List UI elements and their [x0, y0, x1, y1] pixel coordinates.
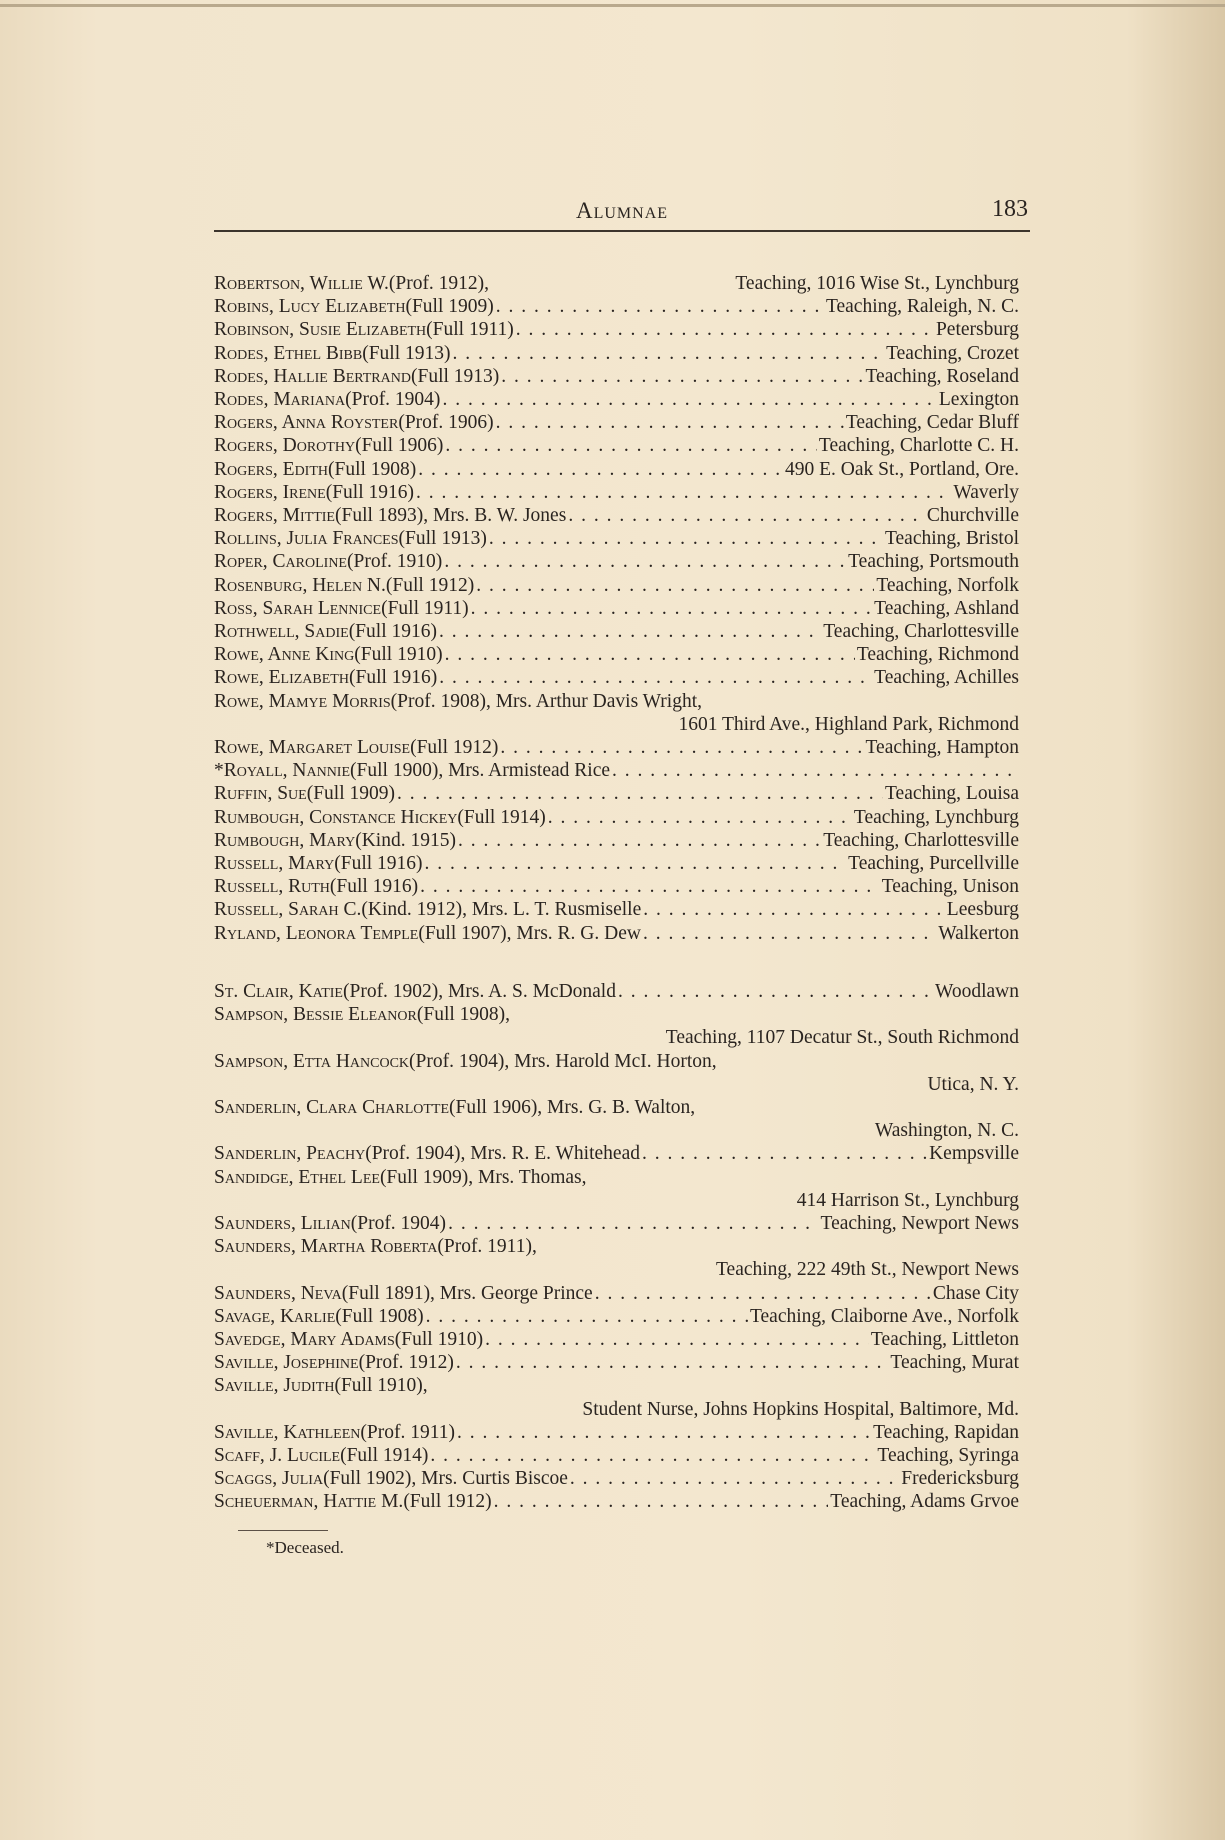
entry-location: Fredericksburg — [901, 1468, 1019, 1490]
entry-detail: (Full 1902), Mrs. Curtis Biscoe — [323, 1468, 568, 1490]
entry-name: Rosenburg, Helen N. — [214, 574, 386, 596]
entry-name: Rogers, Mittie — [214, 505, 335, 527]
entry-line — [214, 759, 1019, 782]
entry-location: Teaching, Achilles — [874, 667, 1019, 689]
dot-leader — [612, 759, 1017, 782]
entry-line — [214, 1374, 1019, 1397]
list-item — [214, 1166, 1019, 1212]
entry-detail: (Prof. 1911) — [360, 1421, 456, 1443]
entry-line — [214, 1096, 1019, 1119]
dot-leader — [516, 318, 934, 341]
entry-detail: (Full 1916) — [348, 667, 438, 689]
entry-detail: (Full 1912) — [385, 574, 475, 596]
list-item — [214, 1374, 1019, 1420]
entry-line — [214, 1166, 1019, 1189]
entry-location: Teaching, Charlottesville — [823, 829, 1019, 851]
list-item — [214, 1351, 1019, 1374]
page-header — [214, 190, 1030, 230]
entry-line — [214, 1235, 1019, 1258]
entry-detail: (Prof. 1904) — [345, 389, 441, 411]
dot-leader — [496, 411, 844, 434]
dot-leader — [471, 597, 872, 620]
list-item — [214, 1467, 1019, 1490]
entry-line — [214, 1003, 1019, 1026]
entry-name: Rollins, Julia Frances — [214, 528, 399, 550]
entry-location: Teaching, Portsmouth — [848, 551, 1019, 573]
entry-detail: (Full 1910) — [394, 1328, 484, 1350]
entry-name: Rumbough, Constance Hickey — [214, 806, 458, 828]
entry-location: Teaching, Adams Grvoe — [830, 1491, 1019, 1513]
entry-detail: (Prof. 1912) — [358, 1352, 454, 1374]
entry-name: Ryland, Leonora Temple — [214, 922, 419, 944]
entry-name: Rogers, Anna Royster — [214, 412, 399, 434]
entry-line — [214, 272, 1019, 295]
entry-detail: (Full 1913) — [362, 342, 451, 364]
entry-detail: (Full 1916) — [325, 481, 414, 503]
entry-detail: (Prof. 1912), — [388, 273, 490, 294]
entry-name: Scheuerman, Hattie M. — [214, 1491, 404, 1513]
entry-line — [214, 1467, 1019, 1490]
entry-name: Rumbough, Mary — [214, 829, 356, 851]
entry-location: Teaching, Newport News — [820, 1212, 1019, 1234]
entry-name: Rogers, Dorothy — [214, 435, 356, 457]
list-item — [214, 597, 1019, 620]
entry-name: Robinson, Susie Elizabeth — [214, 319, 427, 341]
entry-name: Rowe, Mamye Morris — [214, 690, 391, 712]
entry-continuation: Utica, N. Y. — [927, 1073, 1019, 1095]
entry-detail: (Prof. 1910) — [346, 551, 443, 573]
page-number: 183 — [992, 196, 1028, 222]
list-item — [214, 365, 1019, 388]
entry-location: Teaching, Norfolk — [876, 574, 1019, 596]
entry-detail: (Prof. 1906) — [398, 412, 494, 434]
entry-location: Teaching, Lynchburg — [853, 806, 1019, 828]
entry-name: Rodes, Ethel Bibb — [214, 342, 363, 364]
list-item — [214, 759, 1019, 782]
entry-detail: (Kind. 1915) — [355, 829, 456, 851]
entry-line — [214, 527, 1019, 550]
entry-location: Lexington — [938, 389, 1019, 411]
dot-leader — [642, 1142, 927, 1165]
entry-detail: (Prof. 1911), — [437, 1236, 537, 1258]
dot-leader — [448, 1212, 818, 1235]
dot-leader — [485, 1328, 869, 1351]
entry-name: Sanderlin, Peachy — [214, 1143, 366, 1165]
footnote: *Deceased. — [266, 1538, 344, 1557]
entry-detail: (Full 1913) — [410, 365, 500, 387]
entry-line — [214, 434, 1019, 457]
entry-continuation: Washington, N. C. — [874, 1120, 1019, 1142]
list-item — [214, 1003, 1019, 1049]
entry-name: St. Clair, Katie — [214, 980, 343, 1002]
entry-location: Teaching, Crozet — [886, 342, 1019, 364]
list-item — [214, 1050, 1019, 1096]
entry-location: Teaching, Cedar Bluff — [845, 412, 1019, 434]
entry-location: Woodlawn — [935, 980, 1019, 1002]
dot-leader — [457, 1421, 871, 1444]
entry-location: Petersburg — [935, 319, 1019, 341]
entry-line — [214, 1351, 1019, 1374]
entry-line — [214, 458, 1019, 481]
list-item — [214, 1142, 1019, 1165]
entry-line — [214, 852, 1019, 875]
entry-line — [214, 829, 1019, 852]
entry-name: Rogers, Irene — [214, 481, 326, 503]
entry-name: Savage, Karlie — [214, 1305, 336, 1327]
entry-name: Saunders, Martha Roberta — [214, 1236, 438, 1258]
entry-line — [214, 1142, 1019, 1165]
dot-leader — [444, 550, 846, 573]
entry-line — [214, 666, 1019, 689]
entry-detail: (Full 1900), Mrs. Armistead Rice — [350, 760, 611, 782]
entry-detail: (Full 1916) — [348, 621, 437, 643]
entry-name: Rogers, Edith — [214, 458, 328, 480]
dot-leader — [425, 852, 847, 875]
entry-name: Sanderlin, Clara Charlotte — [214, 1096, 450, 1118]
entry-line — [214, 597, 1019, 620]
list-item — [214, 922, 1019, 945]
entry-line — [214, 295, 1019, 318]
entry-location: Teaching, Unison — [881, 876, 1019, 898]
entry-continuation: Teaching, 1107 Decatur St., South Richmond — [665, 1027, 1019, 1049]
entry-location: 490 E. Oak St., Portland, Ore. — [785, 458, 1019, 480]
entry-detail: (Full 1909) — [306, 783, 396, 805]
list-item — [214, 481, 1019, 504]
list-item — [214, 666, 1019, 689]
list-item — [214, 318, 1019, 341]
entry-detail: (Full 1914) — [340, 1444, 429, 1466]
entry-detail: (Full 1909) — [405, 296, 494, 318]
list-item — [214, 272, 1019, 295]
dot-leader — [500, 736, 863, 759]
entry-detail: (Kind. 1912), Mrs. L. T. Rusmiselle — [361, 899, 642, 921]
list-item — [214, 527, 1019, 550]
entry-name: Scaff, J. Lucile — [214, 1444, 341, 1466]
entry-line — [214, 1305, 1019, 1328]
entry-detail: (Prof. 1904), Mrs. R. E. Whitehead — [365, 1143, 640, 1165]
entry-detail: (Prof. 1908), Mrs. Arthur Davis Wright, — [390, 690, 703, 712]
list-item — [214, 342, 1019, 365]
entry-name: Rowe, Margaret Louise — [214, 737, 411, 759]
list-item — [214, 980, 1019, 1003]
list-item — [214, 504, 1019, 527]
entry-line — [214, 1212, 1019, 1235]
entry-location: Teaching, Hampton — [865, 737, 1019, 759]
entry-name: Russell, Ruth — [214, 876, 330, 898]
dot-leader — [458, 829, 821, 852]
dot-leader — [494, 1490, 829, 1513]
list-item — [214, 690, 1019, 736]
entry-location: Teaching, Richmond — [856, 644, 1019, 666]
dot-leader — [643, 898, 945, 921]
entry-detail: (Full 1912) — [410, 737, 499, 759]
dot-leader — [489, 527, 883, 550]
entry-line — [214, 1444, 1019, 1467]
list-item — [214, 1444, 1019, 1467]
list-item — [214, 1096, 1019, 1142]
dot-leader — [453, 342, 885, 365]
entry-name: Robins, Lucy Elizabeth — [214, 296, 406, 318]
entry-location: Teaching, Murat — [890, 1352, 1019, 1374]
entry-location: Teaching, Charlottesville — [823, 621, 1019, 643]
dot-leader — [442, 388, 936, 411]
entry-detail: (Full 1907), Mrs. R. G. Dew — [418, 922, 641, 944]
entry-location: Teaching, Littleton — [870, 1328, 1019, 1350]
list-item — [214, 1421, 1019, 1444]
entry-name: Russell, Sarah C. — [214, 899, 362, 921]
dot-leader — [643, 922, 936, 945]
entry-detail: (Full 1916) — [334, 853, 423, 875]
entry-location: Churchville — [926, 505, 1019, 527]
header-rule — [214, 230, 1030, 232]
list-item — [214, 829, 1019, 852]
entry-line — [214, 1050, 1019, 1073]
entry-line — [214, 504, 1019, 527]
entry-detail: (Full 1893), Mrs. B. W. Jones — [334, 505, 567, 527]
entry-detail: (Full 1911) — [381, 597, 469, 619]
entry-line — [214, 411, 1019, 434]
entry-detail: (Prof. 1902), Mrs. A. S. McDonald — [342, 980, 616, 1002]
list-item — [214, 574, 1019, 597]
entry-location: Teaching, Syringa — [877, 1444, 1019, 1466]
list-item — [214, 1235, 1019, 1281]
entry-detail: (Full 1908) — [335, 1305, 424, 1327]
entry-location: Teaching, Claiborne Ave., Norfolk — [749, 1305, 1019, 1327]
entry-location: Teaching, 1016 Wise St., Lynchburg — [735, 273, 1019, 294]
entry-line — [214, 481, 1019, 504]
entry-name: Sampson, Etta Hancock — [214, 1050, 410, 1072]
entry-location: Chase City — [932, 1282, 1019, 1304]
dot-leader — [618, 980, 933, 1003]
list-item — [214, 434, 1019, 457]
list-item — [214, 411, 1019, 434]
entry-continuation: Student Nurse, Johns Hopkins Hospital, Baltimore, Md. — [582, 1398, 1019, 1420]
entry-name: Saunders, Neva — [214, 1282, 342, 1304]
entry-name: Ruffin, Sue — [214, 783, 307, 805]
entry-name: Savedge, Mary Adams — [214, 1328, 395, 1350]
list-item — [214, 806, 1019, 829]
entry-line — [214, 1421, 1019, 1444]
entry-line — [214, 806, 1019, 829]
entry-location: Teaching, Bristol — [884, 528, 1019, 550]
entry-line — [214, 782, 1019, 805]
list-item — [214, 1212, 1019, 1235]
entry-detail: (Full 1908) — [328, 458, 417, 480]
entry-name: Rodes, Hallie Bertrand — [214, 365, 411, 387]
entry-line — [214, 550, 1019, 573]
footnote-rule — [238, 1530, 328, 1531]
entry-detail: (Full 1891), Mrs. George Prince — [341, 1282, 593, 1304]
entry-name: Saunders, Lilian — [214, 1212, 351, 1234]
entry-name: Sandidge, Ethel Lee — [214, 1166, 380, 1188]
entry-location: Kempsville — [929, 1143, 1019, 1165]
entry-detail: (Full 1914) — [457, 806, 546, 828]
dot-leader — [418, 458, 783, 481]
entry-line — [214, 318, 1019, 341]
entry-continuation: Teaching, 222 49th St., Newport News — [715, 1259, 1019, 1281]
entry-continuation: 1601 Third Ave., Highland Park, Richmond — [678, 713, 1019, 735]
entry-list — [214, 272, 1019, 1514]
entry-name: Robertson, Willie W. — [214, 273, 389, 294]
dot-leader — [439, 620, 821, 643]
dot-leader — [397, 782, 883, 805]
list-item — [214, 388, 1019, 411]
dot-leader — [416, 481, 951, 504]
entry-line — [214, 922, 1019, 945]
entry-line — [214, 875, 1019, 898]
entry-detail: (Full 1911) — [426, 319, 514, 341]
entry-name: Saville, Josephine — [214, 1352, 359, 1374]
list-item — [214, 782, 1019, 805]
entry-location: Teaching, Charlotte C. H. — [818, 435, 1019, 457]
entry-detail: (Full 1908), — [416, 1004, 511, 1026]
list-item — [214, 550, 1019, 573]
list-item — [214, 1328, 1019, 1351]
entry-name: Saville, Judith — [214, 1375, 335, 1397]
entry-detail: (Full 1906) — [355, 435, 444, 457]
entry-name: Scaggs, Julia — [214, 1468, 324, 1490]
entry-name: Saville, Kathleen — [214, 1421, 361, 1443]
entry-location: Leesburg — [946, 899, 1019, 921]
entry-line — [214, 690, 1019, 713]
section-gap — [214, 945, 1019, 980]
entry-name: Russell, Mary — [214, 853, 335, 875]
entry-location: Walkerton — [938, 922, 1019, 944]
entry-detail: (Full 1906), Mrs. G. B. Walton, — [449, 1096, 696, 1118]
dot-leader — [445, 434, 817, 457]
entry-line — [214, 365, 1019, 388]
dot-leader — [430, 1444, 875, 1467]
dot-leader — [420, 875, 880, 898]
entry-detail: (Full 1909), Mrs. Thomas, — [379, 1166, 587, 1188]
dot-leader — [496, 295, 824, 318]
top-edge-line — [0, 4, 1225, 7]
list-item — [214, 1282, 1019, 1305]
entry-name: Sampson, Bessie Eleanor — [214, 1004, 417, 1026]
list-item — [214, 875, 1019, 898]
dot-leader — [426, 1305, 748, 1328]
entry-line — [214, 980, 1019, 1003]
list-item — [214, 898, 1019, 921]
list-item — [214, 1490, 1019, 1513]
entry-line — [214, 1328, 1019, 1351]
entry-line — [214, 1490, 1019, 1513]
dot-leader — [570, 1467, 899, 1490]
entry-continuation: 414 Harrison St., Lynchburg — [796, 1189, 1019, 1211]
entry-location: Teaching, Roseland — [865, 365, 1019, 387]
list-item — [214, 736, 1019, 759]
entry-location: Teaching, Louisa — [884, 783, 1019, 805]
list-item — [214, 852, 1019, 875]
list-item — [214, 620, 1019, 643]
dot-leader — [568, 504, 925, 527]
entry-name: Roper, Caroline — [214, 551, 347, 573]
entry-detail: (Full 1910) — [354, 644, 443, 666]
entry-line — [214, 342, 1019, 365]
dot-leader — [548, 806, 852, 829]
entry-name: Rodes, Mariana — [214, 389, 346, 411]
entry-line — [214, 643, 1019, 666]
list-item — [214, 643, 1019, 666]
entry-location: Teaching, Ashland — [874, 597, 1019, 619]
entry-line — [214, 1282, 1019, 1305]
dot-leader — [439, 666, 872, 689]
dot-leader — [595, 1282, 931, 1305]
entry-line — [214, 388, 1019, 411]
dot-leader — [445, 643, 855, 666]
list-item — [214, 458, 1019, 481]
entry-name: Rowe, Anne King — [214, 644, 355, 666]
running-head: Alumnae — [575, 198, 669, 223]
entry-location: Teaching, Raleigh, N. C. — [825, 296, 1019, 318]
entry-name: *Royall, Nannie — [214, 760, 351, 782]
entry-name: Rothwell, Sadie — [214, 621, 349, 643]
entry-line — [214, 620, 1019, 643]
dot-leader — [476, 574, 874, 597]
entry-line — [214, 736, 1019, 759]
entry-location: Waverly — [953, 481, 1019, 503]
entry-detail: (Prof. 1904), Mrs. Harold McI. Horton, — [409, 1050, 717, 1072]
entry-location: Teaching, Rapidan — [873, 1421, 1019, 1443]
entry-detail: (Full 1913) — [398, 528, 487, 550]
dot-leader — [456, 1351, 888, 1374]
entry-detail: (Prof. 1904) — [350, 1212, 447, 1234]
list-item — [214, 295, 1019, 318]
entry-name: Ross, Sarah Lennice — [214, 597, 382, 619]
entry-line — [214, 574, 1019, 597]
entry-name: Rowe, Elizabeth — [214, 667, 349, 689]
entry-location: Teaching, Purcellville — [848, 853, 1019, 875]
entry-detail: (Full 1912) — [403, 1491, 492, 1513]
list-item — [214, 1305, 1019, 1328]
dot-leader — [501, 365, 863, 388]
entry-detail: (Full 1910), — [334, 1375, 428, 1397]
entry-detail: (Full 1916) — [329, 876, 419, 898]
entry-line — [214, 898, 1019, 921]
